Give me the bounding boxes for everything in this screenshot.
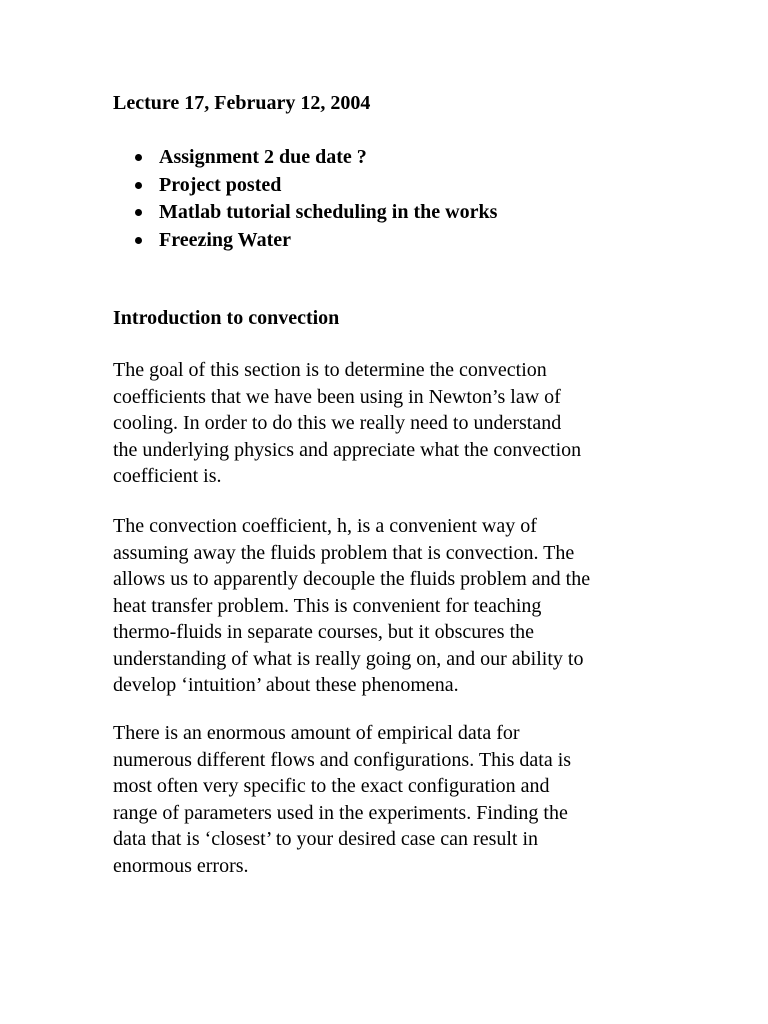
- paragraph-line: heat transfer problem. This is convenient for teaching: [113, 594, 542, 617]
- paragraph-line: enormous errors.: [113, 854, 249, 877]
- paragraph-line: There is an enormous amount of empirical data for: [113, 722, 520, 744]
- paragraph-goal: [113, 357, 673, 490]
- paragraph-line: understanding of what is really going on, and our ability to: [113, 647, 584, 670]
- paragraph-line: The convection coefficient, h, is a convenient way of: [113, 515, 537, 537]
- agenda-item: [0, 144, 768, 172]
- paragraph-line: develop ‘intuition’ about these phenomena.: [113, 674, 459, 696]
- bullet-icon: [135, 154, 142, 161]
- agenda-item-text: Project posted: [159, 173, 282, 196]
- agenda-item-text: Freezing Water: [159, 228, 291, 251]
- bullet-icon: [135, 237, 142, 244]
- paragraph-line: numerous different flows and configurations. This data is: [113, 748, 572, 771]
- agenda-item: [0, 172, 768, 200]
- agenda-item: [0, 199, 768, 227]
- paragraph-line: coefficient is.: [113, 465, 222, 487]
- bullet-icon: [135, 182, 142, 189]
- agenda-list: [0, 144, 768, 254]
- agenda-item-text: Matlab tutorial scheduling in the works: [159, 201, 498, 223]
- paragraph-line: thermo-fluids in separate courses, but it obscures the: [113, 621, 534, 643]
- lecture-title: Lecture 17, February 12, 2004: [113, 92, 371, 114]
- paragraph-line: cooling. In order to do this we really need to understand: [113, 412, 562, 434]
- section-title: Introduction to convection: [113, 307, 340, 329]
- bullet-icon: [135, 209, 142, 216]
- paragraph-line: assuming away the fluids problem that is convection. The: [113, 541, 575, 564]
- paragraph-line: data that is ‘closest’ to your desired case can result in: [113, 828, 539, 850]
- paragraph-line: the underlying physics and appreciate what the convection: [113, 438, 582, 461]
- paragraph-empirical-data: [113, 720, 673, 879]
- paragraph-convection-coefficient: [113, 513, 673, 699]
- paragraph-line: most often very specific to the exact configuration and: [113, 775, 550, 797]
- paragraph-line: coefficients that we have been using in Newton’s law of: [113, 385, 561, 408]
- paragraph-line: range of parameters used in the experiments. Finding the: [113, 801, 568, 824]
- paragraph-line: The goal of this section is to determine the convection: [113, 359, 547, 381]
- agenda-item: [0, 227, 768, 255]
- paragraph-line: allows us to apparently decouple the fluids problem and the: [113, 568, 591, 590]
- agenda-item-text: Assignment 2 due date ?: [159, 146, 367, 168]
